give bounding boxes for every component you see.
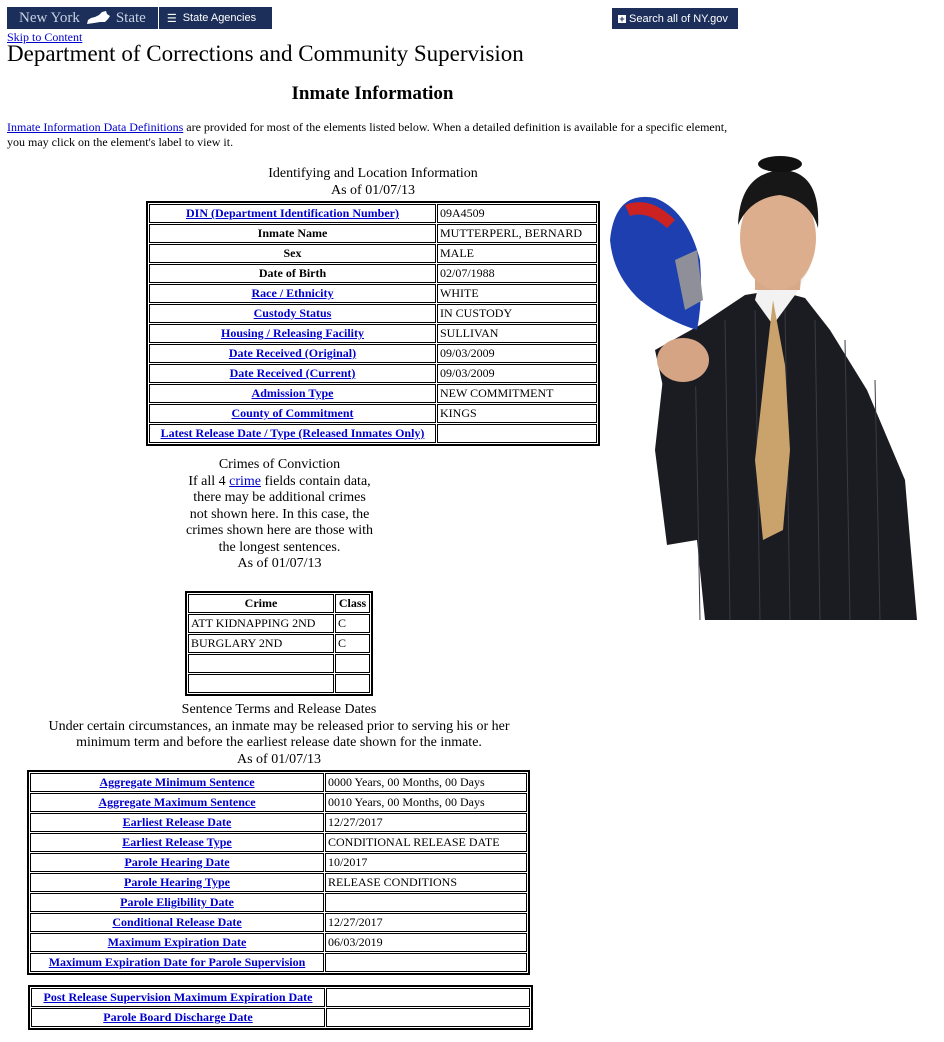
housing-releasing-facility-link[interactable]: Housing / Releasing Facility [220, 326, 364, 340]
row-value-date-received-current: 09/03/2009 [437, 364, 597, 383]
row-value-inmate-name: MUTTERPERL, BERNARD [437, 224, 597, 243]
row-label-aggregate-maximum-sentence [30, 793, 324, 812]
table-row [149, 264, 597, 283]
custody-status-link[interactable]: Custody Status [253, 306, 332, 320]
search-ny-button[interactable] [612, 8, 738, 29]
row-value-earliest-release-type: CONDITIONAL RELEASE DATE [325, 833, 527, 852]
table-row [30, 913, 527, 932]
row-value-aggregate-minimum-sentence: 0000 Years, 00 Months, 00 Days [325, 773, 527, 792]
row-value-earliest-release-date: 12/27/2017 [325, 813, 527, 832]
row-value-post-release-supervision-maximum-expiration-date [326, 988, 530, 1007]
crimes-note [183, 474, 376, 557]
inmate-photo [605, 150, 920, 622]
table-row [30, 933, 527, 952]
row-value-sex: MALE [437, 244, 597, 263]
sentence-heading-block [20, 702, 538, 768]
row-value-parole-hearing-type: RELEASE CONDITIONS [325, 873, 527, 892]
crime-cell [188, 674, 334, 693]
table-row [30, 773, 527, 792]
table-row [149, 364, 597, 383]
row-label-race-ethnicity [149, 284, 436, 303]
maximum-expiration-date-for-parole-supervision-link[interactable]: Maximum Expiration Date for Parole Supervision [48, 955, 306, 969]
admission-type-link[interactable]: Admission Type [251, 386, 334, 400]
crimes-table [185, 591, 373, 696]
table-row [30, 793, 527, 812]
table-row [149, 424, 597, 443]
row-label-maximum-expiration-date-for-parole-supervision [30, 953, 324, 972]
row-value-custody-status: IN CUSTODY [437, 304, 597, 323]
earliest-release-date-link[interactable]: Earliest Release Date [122, 815, 232, 829]
row-label-sex: Sex [149, 244, 436, 263]
row-value-maximum-expiration-date-for-parole-supervision [325, 953, 527, 972]
crime-column-header: Crime [188, 594, 334, 613]
intro-text: are provided for most of the elements listed below. When a detailed definition is available for a specific element, you may click on the element's label to view it. [7, 120, 728, 149]
class-cell: C [335, 634, 370, 653]
crime-row [188, 634, 370, 653]
identifying-table [146, 201, 600, 446]
row-value-date-of-birth: 02/07/1988 [437, 264, 597, 283]
din-department-identification-number-link[interactable]: DIN (Department Identification Number) [186, 206, 399, 220]
table-row [149, 204, 597, 223]
row-label-maximum-expiration-date [30, 933, 324, 952]
parole-hearing-date-link[interactable]: Parole Hearing Date [124, 855, 230, 869]
date-received-current-link[interactable]: Date Received (Current) [229, 366, 356, 380]
row-label-county-of-commitment [149, 404, 436, 423]
skip-to-content-link[interactable]: Skip to Content [7, 30, 83, 44]
county-of-commitment-link[interactable]: County of Commitment [231, 406, 354, 420]
row-label-parole-hearing-date [30, 853, 324, 872]
post-release-supervision-maximum-expiration-date-link[interactable]: Post Release Supervision Maximum Expiration Date [43, 990, 313, 1004]
class-cell: C [335, 614, 370, 633]
table-row [30, 893, 527, 912]
table-row [149, 244, 597, 263]
row-value-din-department-identification-number: 09A4509 [437, 204, 597, 223]
parole-hearing-type-link[interactable]: Parole Hearing Type [124, 875, 230, 889]
sentence-heading: Sentence Terms and Release Dates [181, 702, 377, 717]
state-agencies-link[interactable] [159, 12, 256, 25]
row-label-post-release-supervision-maximum-expiration-date [31, 988, 325, 1007]
conditional-release-date-link[interactable]: Conditional Release Date [112, 915, 242, 929]
search-ny-label: Search all of NY.gov [629, 12, 728, 25]
crime-cell: BURGLARY 2ND [188, 634, 334, 653]
race-ethnicity-link[interactable]: Race / Ethnicity [251, 286, 334, 300]
row-label-earliest-release-type [30, 833, 324, 852]
row-label-earliest-release-date [30, 813, 324, 832]
table-row [31, 1008, 530, 1027]
maximum-expiration-date-link[interactable]: Maximum Expiration Date [107, 935, 247, 949]
brand-right: State [115, 9, 146, 26]
row-label-din-department-identification-number [149, 204, 436, 223]
table-row [149, 224, 597, 243]
department-title: Department of Corrections and Community Supervision [7, 41, 524, 66]
row-label-parole-hearing-type [30, 873, 324, 892]
crimes-heading: Crimes of Conviction [218, 457, 341, 472]
row-value-maximum-expiration-date: 06/03/2019 [325, 933, 527, 952]
list-icon: ☰ [166, 12, 177, 25]
crimes-as-of: As of 01/07/13 [237, 556, 322, 571]
row-label-date-received-current [149, 364, 436, 383]
row-value-housing-releasing-facility: SULLIVAN [437, 324, 597, 343]
sentence-as-of: As of 01/07/13 [237, 751, 321, 767]
identifying-as-of: As of 01/07/13 [331, 182, 415, 198]
crime-cell: ATT KIDNAPPING 2ND [188, 614, 334, 633]
row-label-custody-status [149, 304, 436, 323]
earliest-release-type-link[interactable]: Earliest Release Type [122, 835, 232, 849]
row-label-parole-board-discharge-date [31, 1008, 325, 1027]
page-title: Inmate Information [291, 83, 454, 104]
row-label-inmate-name: Inmate Name [149, 224, 436, 243]
table-row [30, 853, 527, 872]
table-row [149, 404, 597, 423]
row-value-admission-type: NEW COMMITMENT [437, 384, 597, 403]
table-row [149, 324, 597, 343]
brand-left: New York [19, 9, 80, 26]
intro-paragraph [7, 120, 737, 150]
row-value-latest-release-date-type-released-inmates-only [437, 424, 597, 443]
plus-icon: + [619, 13, 625, 24]
row-label-parole-eligibility-date [30, 893, 324, 912]
table-row [31, 988, 530, 1007]
row-value-parole-eligibility-date [325, 893, 527, 912]
row-label-housing-releasing-facility [149, 324, 436, 343]
nygov-header-bar [7, 7, 272, 29]
row-value-county-of-commitment: KINGS [437, 404, 597, 423]
row-label-date-received-original [149, 344, 436, 363]
row-label-date-of-birth: Date of Birth [149, 264, 436, 283]
row-value-aggregate-maximum-sentence: 0010 Years, 00 Months, 00 Days [325, 793, 527, 812]
parole-board-discharge-date-link[interactable]: Parole Board Discharge Date [103, 1010, 253, 1024]
crime-definition-link[interactable]: crime [229, 473, 262, 489]
date-received-original-link[interactable]: Date Received (Original) [228, 346, 357, 360]
table-row [149, 284, 597, 303]
sentence-table-extra [28, 985, 533, 1030]
table-row [30, 813, 527, 832]
ny-state-shape-icon [85, 10, 111, 26]
crime-row [188, 654, 370, 673]
sentence-note: Under certain circumstances, an inmate may be released prior to serving his or her minimum term and before the earliest release date shown for the inmate. [48, 718, 510, 750]
crimes-note-post: fields contain data, there may be additional crimes not shown here. In this case, the crimes shown here are those with the longest sentences. [186, 473, 373, 555]
class-cell [335, 674, 370, 693]
table-row [30, 953, 527, 972]
table-row [149, 344, 597, 363]
crime-row [188, 614, 370, 633]
row-value-race-ethnicity: WHITE [437, 284, 597, 303]
row-label-latest-release-date-type-released-inmates-only [149, 424, 436, 443]
sentence-table [27, 770, 530, 975]
row-label-conditional-release-date [30, 913, 324, 932]
crimes-header-row [188, 594, 370, 613]
nygov-home-link[interactable] [7, 10, 146, 27]
row-label-aggregate-minimum-sentence [30, 773, 324, 792]
table-row [149, 304, 597, 323]
aggregate-maximum-sentence-link[interactable]: Aggregate Maximum Sentence [98, 795, 256, 809]
table-row [30, 833, 527, 852]
table-row [149, 384, 597, 403]
latest-release-date-type-released-inmates-only-link[interactable]: Latest Release Date / Type (Released Inmates Only) [160, 426, 425, 440]
parole-eligibility-date-link[interactable]: Parole Eligibility Date [120, 895, 234, 909]
row-value-date-received-original: 09/03/2009 [437, 344, 597, 363]
class-column-header: Class [335, 594, 370, 613]
class-cell [335, 654, 370, 673]
row-label-admission-type [149, 384, 436, 403]
row-value-parole-board-discharge-date [326, 1008, 530, 1027]
crime-cell [188, 654, 334, 673]
identifying-heading-block [148, 166, 598, 199]
crimes-heading-block [183, 457, 376, 573]
row-value-conditional-release-date: 12/27/2017 [325, 913, 527, 932]
state-agencies-label: State Agencies [182, 12, 257, 24]
row-value-parole-hearing-date: 10/2017 [325, 853, 527, 872]
aggregate-minimum-sentence-link[interactable]: Aggregate Minimum Sentence [99, 775, 255, 789]
identifying-heading: Identifying and Location Information [268, 166, 478, 181]
table-row [30, 873, 527, 892]
crimes-note-pre: If all 4 [188, 473, 230, 489]
data-definitions-link[interactable]: Inmate Information Data Definitions [7, 120, 184, 134]
crime-row [188, 674, 370, 693]
